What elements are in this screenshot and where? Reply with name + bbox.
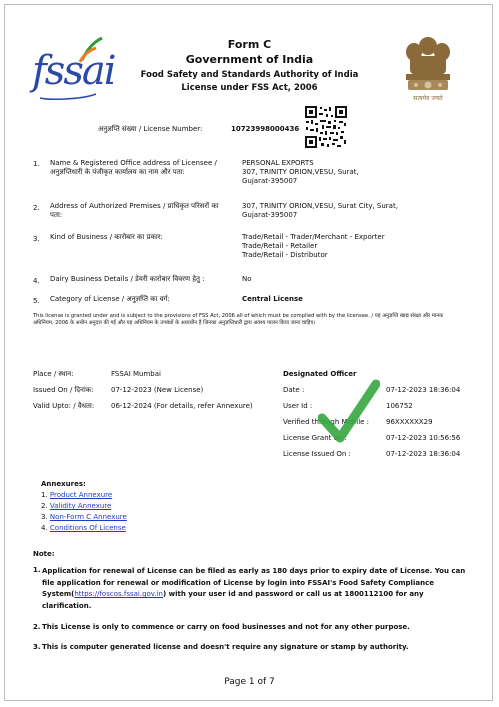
license-number-label: अनुज्ञप्ति संख्या / License Number:: [98, 125, 203, 133]
validity-annexure-link[interactable]: Validity Annexure: [49, 502, 112, 510]
item-number: 1.: [33, 160, 40, 168]
item-value: PERSONAL EXPORTS 307, TRINITY ORION,VESU, Surat, Gujarat-395007: [242, 159, 359, 185]
annexure-item: [41, 524, 126, 533]
national-emblem: [396, 34, 460, 106]
page-number: Page 1 of 7: [224, 677, 275, 687]
annexure-item: [41, 491, 112, 500]
license-issued-label: License Issued On :: [283, 450, 351, 458]
license-grant-label: License Grant on :: [283, 434, 347, 442]
annexure-number: 1.: [41, 491, 48, 499]
issued-on-value: 07-12-2023 (New License): [111, 386, 204, 394]
fssai-logo-text: fssai: [32, 48, 115, 94]
item-number: 3.: [33, 235, 40, 243]
emblem-motto: सत्यमेव जयते: [413, 95, 443, 102]
item-value: 307, TRINITY ORION,VESU, Surat City, Surat, Gujarat-395007: [242, 202, 398, 219]
form-title: Form C: [227, 38, 272, 51]
note-number: 2.: [33, 623, 41, 631]
item-label: Name & Registered Office address of Licensee / अनुज्ञप्तिधारी के पंजीकृत कार्यालय का नाम और पता:: [50, 159, 217, 176]
product-annexure-link[interactable]: Product Annexure: [49, 491, 113, 499]
notes-title: Note:: [33, 550, 55, 558]
license-issued-value: 07-12-2023 18:36:04: [386, 450, 461, 458]
officer-title: Designated Officer: [283, 370, 357, 378]
valid-upto-label: Valid Upto: / वैधता:: [33, 402, 95, 410]
officer-mobile-value: 96XXXXXX29: [386, 418, 433, 426]
note-computer-generated: This is computer generated license and doesn't require any signature or stamp by authority.: [42, 643, 409, 651]
note-renewal: [42, 566, 466, 612]
item-label: Dairy Business Details / डेयरी कारोबार विवरण हेतु :: [50, 275, 205, 283]
item-number: 2.: [33, 204, 40, 212]
government-title: Government of India: [185, 53, 314, 66]
item-label: Category of License / अनुज्ञप्ति का वर्ग:: [50, 295, 170, 303]
annexure-number: 3.: [41, 513, 48, 521]
annexure-number: 2.: [41, 502, 48, 510]
officer-mobile-label: Verified through Mobile :: [283, 418, 370, 426]
item-number: 5.: [33, 297, 40, 305]
annexure-number: 4.: [41, 524, 48, 532]
note-purpose: This License is only to commence or carry on food businesses and not for any other purpose.: [42, 623, 410, 631]
note-number: 3.: [33, 643, 41, 651]
officer-date-label: Date :: [283, 386, 305, 394]
item-value: Trade/Retail - Trader/Merchant - Exporter Trade/Retail - Retailer Trade/Retail - Distributor: [242, 233, 385, 259]
note-renewal-text-b: ) with your user id and password or call us at 1800112100 for any clarification.: [42, 590, 424, 610]
place-value: FSSAI Mumbai: [111, 370, 161, 378]
non-form-c-annexure-link[interactable]: Non-Form C Annexure: [49, 513, 127, 521]
annexure-item: [41, 502, 111, 511]
qr-code: [304, 105, 348, 149]
place-label: Place / स्थान:: [33, 370, 74, 378]
act-title: License under FSS Act, 2006: [181, 83, 318, 93]
item-label: Kind of Business / कारोबार का प्रकार:: [50, 233, 163, 241]
item-label: Address of Authorized Premises / प्राधिकृत परिसरों का पता:: [50, 202, 219, 219]
annexures-title: Annexures:: [41, 480, 86, 488]
item-value: Central License: [242, 295, 303, 303]
note-number: 1.: [33, 566, 41, 574]
verified-check-icon: [318, 378, 380, 444]
annexure-item: [41, 513, 127, 522]
note-renewal-text-a: Application for renewal of License can be filed as early as 180 days prior to expiry date of License. You can file application for renewal or modification of License by login into FSSAI's Food Safety Compliance System(: [42, 567, 466, 598]
license-number-value: 10723998000436: [231, 125, 300, 133]
foscos-link[interactable]: https://foscos.fssai.gov.in: [74, 590, 163, 598]
item-number: 4.: [33, 277, 40, 285]
conditions-of-license-link[interactable]: Conditions Of License: [49, 524, 126, 532]
issued-on-label: Issued On / दिनांक:: [33, 386, 94, 394]
officer-userid-label: User Id :: [283, 402, 313, 410]
valid-upto-value: 06-12-2024 (For details, refer Annexure): [111, 402, 253, 410]
disclaimer-text: This license is granted under and is subject to the provisions of FSS Act, 2006 all of which must be complied with by the licensee. / यह अनुज्ञप्ति खाद्य संरक्षा और मानक अधिनियम, 2006 के अधीन अनुदत्त की गई और यह अधिनियम के उपबंधों के अध्यधीन है जिनका अनुज्ञप्तिधारी द्वारा अवश्य पालन किया जाना चाहिए।: [33, 313, 444, 326]
officer-userid-value: 106752: [386, 402, 413, 410]
license-grant-value: 07-12-2023 10:56:56: [386, 434, 461, 442]
authority-title: Food Safety and Standards Authority of India: [140, 70, 359, 80]
officer-date-value: 07-12-2023 18:36:04: [386, 386, 461, 394]
item-value: No: [242, 275, 252, 283]
